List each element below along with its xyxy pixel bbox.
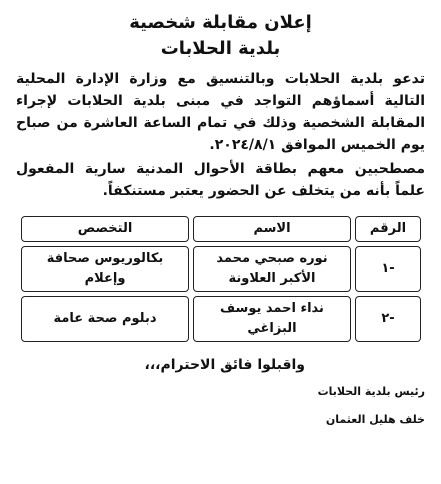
signatory-position: رئيس بلدية الحلابات: [317, 385, 425, 398]
table-row: [21, 246, 421, 292]
row-specialty: بكالوريوس صحافة وإعلام: [21, 246, 189, 292]
announcement-requirement: مصطحبين معهم بطاقة الأحوال المدنية سارية المفعول علماً بأنه من يتخلف عن الحضور يعتبر مستنكفاً.: [16, 161, 425, 199]
header-specialty: التخصص: [21, 216, 189, 242]
table-header-row: [21, 216, 421, 242]
candidates-table: [17, 212, 425, 346]
closing-line: واقبلوا فائق الاحترام،،،: [144, 357, 305, 373]
table-row: [21, 296, 421, 342]
header-name: الاسم: [193, 216, 351, 242]
header-number: الرقم: [355, 216, 421, 242]
announcement-title: إعلان مقابلة شخصية: [129, 12, 312, 33]
row-name: نداء احمد يوسف البزاغي: [193, 296, 351, 342]
signatory-name: خلف هليل العثمان: [325, 413, 425, 426]
issuer-title: بلدية الحلابات: [160, 38, 281, 59]
row-specialty: دبلوم صحة عامة: [21, 296, 189, 342]
row-name: نوره صبحي محمد الأكبر العلاونة: [193, 246, 351, 292]
row-number: -١: [355, 246, 421, 292]
announcement-body: تدعو بلدية الحلابات وبالتنسيق مع وزارة الإدارة المحلية التالية أسماؤهم التواجد في مبنى بلدية الحلابات لإجراء المقابلة الشخصية وذلك في تمام الساعة العاشرة من صباح يوم الخميس الموافق ٢٠٢٤/٨/١.: [16, 71, 425, 153]
row-number: -٢: [355, 296, 421, 342]
